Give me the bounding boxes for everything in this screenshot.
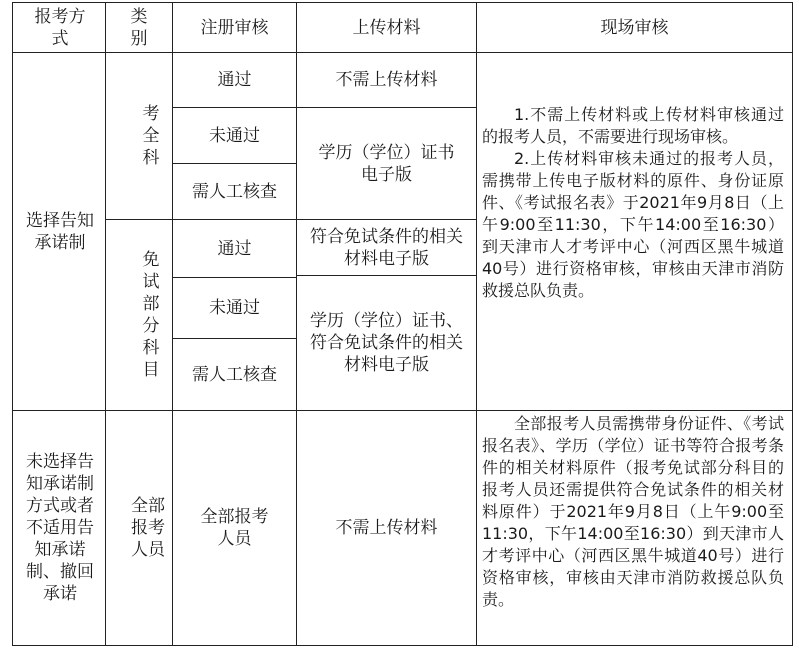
table-border-right: [792, 2, 793, 646]
review-all-applicants: 全部报考人员: [200, 507, 269, 549]
table-border-bottom: [12, 645, 792, 646]
apply-mode-commitment: 选择告知承诺制: [26, 210, 94, 253]
header-registration-review: 注册审核: [200, 17, 269, 38]
materials-diploma: 学历（学位）证书电子版: [318, 142, 455, 185]
materials-diploma-and-exempt: 学历（学位）证书、符合免试条件的相关材料电子版: [310, 311, 463, 375]
onsite-paragraph: 全部报考人员需携带身份证件、《考试报名表》、学历（学位）证书等符合报考条件的相关材料原件（报考免试部分科目的报考人员还需提供符合免试条件的相关材料原件）于2021年9月8日（上午9:00至11:30，下午14:00至16:30）到天津市人才考评中心（河西区黑牛城道40号）进行资格审核，审核由天津市消防救援总队负责。: [482, 414, 784, 609]
review-pass: 通过: [217, 70, 252, 90]
onsite-paragraph: 2.上传材料审核未通过的报考人员，需携带上传电子版材料的原件、身份证原件、《考试报名表》于2021年9月8日（上午9:00至11:30，下午14:00至16:30）到天津市人才考评中心（河西区黑牛城道40号）进行资格审核，审核由天津市消防救援总队负责。: [482, 149, 784, 300]
header-category: 类别: [130, 6, 148, 49]
category-partial-exempt: 免试部分科目: [142, 250, 160, 380]
materials-exempt-proof: 符合免试条件的相关材料电子版: [310, 226, 463, 269]
col-divider: [476, 2, 477, 646]
header-onsite-review: 现场审核: [600, 17, 669, 38]
category-full-subjects: 考全科: [142, 104, 160, 168]
review-fail: 未通过: [209, 298, 260, 318]
materials-none: 不需上传材料: [335, 70, 438, 90]
onsite-review-no-commitment: [482, 413, 784, 611]
table-border-left: [12, 2, 13, 646]
apply-mode-no-commitment: 未选择告知承诺制方式或者不适用告知承诺制、撤回承诺: [26, 452, 94, 604]
review-manual-check: 需人工核查: [192, 181, 277, 202]
col-divider: [105, 2, 106, 646]
header-apply-mode: 报考方式: [34, 6, 86, 49]
review-manual-check: 需人工核查: [192, 364, 277, 385]
materials-none: 不需上传材料: [335, 518, 438, 538]
onsite-paragraph: 1.不需上传材料或上传材料审核通过的报考人员，不需要进行现场审核。: [482, 105, 784, 146]
onsite-review-commitment: [482, 104, 784, 302]
review-pass: 通过: [217, 238, 252, 259]
category-all-applicants: 全部报考人员: [131, 496, 165, 560]
review-fail: 未通过: [209, 125, 260, 146]
header-upload-materials: 上传材料: [352, 17, 421, 38]
